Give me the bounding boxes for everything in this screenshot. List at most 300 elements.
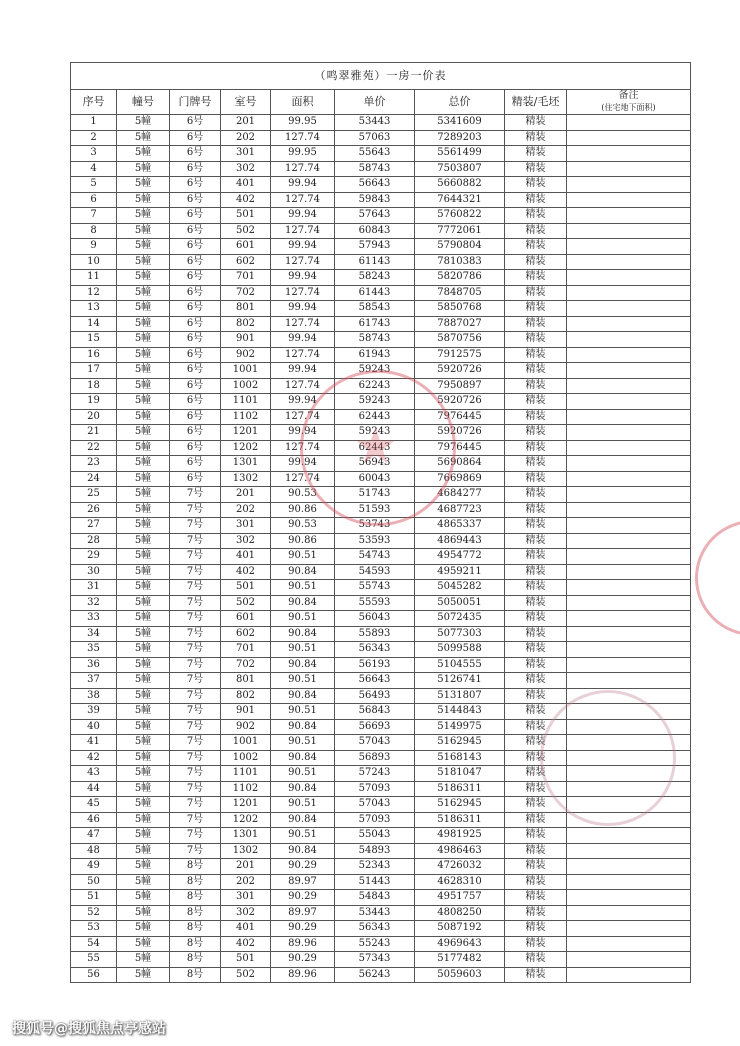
cell-decoration: 精装: [505, 332, 567, 348]
cell-no: 32: [71, 595, 117, 611]
cell-decoration: 精装: [505, 378, 567, 394]
cell-room: 601: [221, 239, 271, 255]
cell-unit-price: 55893: [335, 626, 415, 642]
cell-area: 90.29: [271, 921, 335, 937]
table-row: [71, 595, 691, 611]
cell-room: 401: [221, 549, 271, 565]
cell-building: 5幢: [117, 285, 170, 301]
cell-no: 2: [71, 130, 117, 146]
cell-area: 127.74: [271, 316, 335, 332]
cell-decoration: 精装: [505, 611, 567, 627]
cell-room: 1202: [221, 812, 271, 828]
cell-area: 90.51: [271, 828, 335, 844]
cell-area: 90.84: [271, 750, 335, 766]
cell-total-price: 7976445: [415, 440, 505, 456]
cell-room: 1001: [221, 363, 271, 379]
cell-room: 802: [221, 688, 271, 704]
header-note-label: 备注: [618, 90, 639, 101]
cell-door: 7号: [170, 673, 221, 689]
cell-door: 6号: [170, 115, 221, 131]
cell-area: 127.74: [271, 192, 335, 208]
cell-room: 502: [221, 223, 271, 239]
table-row: [71, 688, 691, 704]
cell-unit-price: 51593: [335, 502, 415, 518]
cell-decoration: 精装: [505, 626, 567, 642]
cell-note: [567, 363, 691, 379]
cell-area: 90.51: [271, 642, 335, 658]
cell-building: 5幢: [117, 626, 170, 642]
cell-unit-price: 55743: [335, 580, 415, 596]
cell-unit-price: 55593: [335, 595, 415, 611]
cell-unit-price: 57243: [335, 766, 415, 782]
cell-door: 6号: [170, 270, 221, 286]
cell-total-price: 4954772: [415, 549, 505, 565]
cell-area: 127.74: [271, 471, 335, 487]
cell-no: 53: [71, 921, 117, 937]
cell-total-price: 5341609: [415, 115, 505, 131]
cell-room: 1002: [221, 750, 271, 766]
cell-area: 90.51: [271, 580, 335, 596]
cell-no: 47: [71, 828, 117, 844]
cell-room: 601: [221, 611, 271, 627]
cell-no: 26: [71, 502, 117, 518]
cell-door: 7号: [170, 781, 221, 797]
cell-area: 90.84: [271, 843, 335, 859]
cell-area: 90.53: [271, 518, 335, 534]
cell-no: 3: [71, 146, 117, 162]
cell-building: 5幢: [117, 905, 170, 921]
cell-decoration: 精装: [505, 487, 567, 503]
table-row: [71, 673, 691, 689]
cell-room: 1301: [221, 456, 271, 472]
cell-decoration: 精装: [505, 146, 567, 162]
cell-decoration: 精装: [505, 828, 567, 844]
cell-building: 5幢: [117, 518, 170, 534]
cell-total-price: 5181047: [415, 766, 505, 782]
cell-building: 5幢: [117, 409, 170, 425]
price-table: [70, 62, 691, 983]
cell-room: 802: [221, 316, 271, 332]
cell-door: 6号: [170, 130, 221, 146]
cell-room: 801: [221, 301, 271, 317]
cell-unit-price: 54893: [335, 843, 415, 859]
cell-room: 1101: [221, 766, 271, 782]
table-row: [71, 766, 691, 782]
cell-room: 801: [221, 673, 271, 689]
cell-total-price: 5920726: [415, 394, 505, 410]
cell-building: 5幢: [117, 487, 170, 503]
cell-unit-price: 57643: [335, 208, 415, 224]
table-row: [71, 626, 691, 642]
cell-building: 5幢: [117, 239, 170, 255]
cell-area: 127.74: [271, 347, 335, 363]
header-no: 序号: [71, 90, 117, 115]
table-row: [71, 859, 691, 875]
cell-no: 5: [71, 177, 117, 193]
header-unit-price: 单价: [335, 90, 415, 115]
cell-door: 8号: [170, 967, 221, 983]
cell-area: 90.84: [271, 781, 335, 797]
cell-total-price: 5104555: [415, 657, 505, 673]
cell-unit-price: 57043: [335, 735, 415, 751]
cell-building: 5幢: [117, 378, 170, 394]
cell-door: 8号: [170, 952, 221, 968]
cell-note: [567, 874, 691, 890]
cell-building: 5幢: [117, 115, 170, 131]
cell-door: 7号: [170, 797, 221, 813]
cell-decoration: 精装: [505, 812, 567, 828]
cell-decoration: 精装: [505, 735, 567, 751]
cell-room: 502: [221, 967, 271, 983]
table-row: [71, 425, 691, 441]
cell-door: 7号: [170, 642, 221, 658]
cell-total-price: 7950897: [415, 378, 505, 394]
cell-note: [567, 115, 691, 131]
table-row: [71, 115, 691, 131]
cell-door: 7号: [170, 502, 221, 518]
cell-room: 701: [221, 642, 271, 658]
cell-door: 8号: [170, 921, 221, 937]
cell-room: 202: [221, 874, 271, 890]
cell-area: 99.94: [271, 394, 335, 410]
cell-note: [567, 502, 691, 518]
cell-room: 1001: [221, 735, 271, 751]
cell-decoration: 精装: [505, 874, 567, 890]
cell-note: [567, 657, 691, 673]
cell-door: 7号: [170, 719, 221, 735]
cell-decoration: 精装: [505, 270, 567, 286]
cell-building: 5幢: [117, 130, 170, 146]
cell-note: [567, 285, 691, 301]
cell-area: 99.94: [271, 177, 335, 193]
cell-unit-price: 57063: [335, 130, 415, 146]
cell-decoration: 精装: [505, 518, 567, 534]
cell-no: 34: [71, 626, 117, 642]
table-row: [71, 750, 691, 766]
cell-total-price: 5149975: [415, 719, 505, 735]
cell-total-price: 5920726: [415, 425, 505, 441]
cell-room: 1201: [221, 797, 271, 813]
cell-decoration: 精装: [505, 239, 567, 255]
cell-unit-price: 58543: [335, 301, 415, 317]
cell-building: 5幢: [117, 456, 170, 472]
cell-door: 7号: [170, 766, 221, 782]
cell-unit-price: 54593: [335, 564, 415, 580]
cell-unit-price: 57343: [335, 952, 415, 968]
cell-door: 7号: [170, 549, 221, 565]
cell-unit-price: 56643: [335, 177, 415, 193]
cell-area: 99.94: [271, 301, 335, 317]
cell-note: [567, 332, 691, 348]
cell-total-price: 5690864: [415, 456, 505, 472]
cell-note: [567, 146, 691, 162]
table-row: [71, 967, 691, 983]
cell-total-price: 7887027: [415, 316, 505, 332]
cell-note: [567, 316, 691, 332]
cell-room: 902: [221, 719, 271, 735]
cell-unit-price: 57943: [335, 239, 415, 255]
cell-note: [567, 812, 691, 828]
header-area: 面积: [271, 90, 335, 115]
cell-total-price: 5162945: [415, 735, 505, 751]
cell-no: 13: [71, 301, 117, 317]
cell-building: 5幢: [117, 208, 170, 224]
cell-decoration: 精装: [505, 549, 567, 565]
cell-total-price: 5177482: [415, 952, 505, 968]
cell-unit-price: 61943: [335, 347, 415, 363]
cell-building: 5幢: [117, 270, 170, 286]
cell-no: 33: [71, 611, 117, 627]
cell-area: 99.95: [271, 115, 335, 131]
cell-room: 1302: [221, 471, 271, 487]
table-row: [71, 332, 691, 348]
cell-area: 90.51: [271, 735, 335, 751]
cell-decoration: 精装: [505, 161, 567, 177]
cell-building: 5幢: [117, 843, 170, 859]
cell-building: 5幢: [117, 595, 170, 611]
cell-door: 8号: [170, 890, 221, 906]
cell-decoration: 精装: [505, 363, 567, 379]
cell-area: 90.84: [271, 688, 335, 704]
cell-decoration: 精装: [505, 316, 567, 332]
cell-total-price: 7669869: [415, 471, 505, 487]
cell-room: 902: [221, 347, 271, 363]
cell-total-price: 5920726: [415, 363, 505, 379]
table-row: [71, 518, 691, 534]
cell-door: 6号: [170, 378, 221, 394]
cell-decoration: 精装: [505, 456, 567, 472]
cell-no: 4: [71, 161, 117, 177]
cell-door: 6号: [170, 301, 221, 317]
table-row: [71, 146, 691, 162]
cell-total-price: 5870756: [415, 332, 505, 348]
cell-room: 502: [221, 595, 271, 611]
header-room: 室号: [221, 90, 271, 115]
cell-area: 89.96: [271, 967, 335, 983]
cell-unit-price: 52343: [335, 859, 415, 875]
table-row: [71, 549, 691, 565]
cell-building: 5幢: [117, 146, 170, 162]
cell-building: 5幢: [117, 735, 170, 751]
cell-total-price: 5077303: [415, 626, 505, 642]
cell-door: 7号: [170, 518, 221, 534]
cell-door: 6号: [170, 332, 221, 348]
cell-decoration: 精装: [505, 766, 567, 782]
cell-building: 5幢: [117, 564, 170, 580]
cell-area: 99.94: [271, 208, 335, 224]
table-row: [71, 952, 691, 968]
cell-room: 202: [221, 502, 271, 518]
cell-door: 6号: [170, 440, 221, 456]
cell-total-price: 5760822: [415, 208, 505, 224]
cell-unit-price: 55643: [335, 146, 415, 162]
cell-unit-price: 58743: [335, 161, 415, 177]
table-row: [71, 564, 691, 580]
cell-room: 1302: [221, 843, 271, 859]
cell-decoration: 精装: [505, 905, 567, 921]
cell-room: 202: [221, 130, 271, 146]
cell-decoration: 精装: [505, 208, 567, 224]
cell-room: 401: [221, 177, 271, 193]
cell-note: [567, 301, 691, 317]
cell-area: 127.74: [271, 285, 335, 301]
cell-door: 6号: [170, 347, 221, 363]
cell-unit-price: 60843: [335, 223, 415, 239]
cell-no: 1: [71, 115, 117, 131]
table-row: [71, 161, 691, 177]
cell-note: [567, 967, 691, 983]
table-row: [71, 270, 691, 286]
cell-area: 127.74: [271, 130, 335, 146]
table-row: [71, 394, 691, 410]
table-row: [71, 301, 691, 317]
cell-door: 6号: [170, 146, 221, 162]
table-row: [71, 642, 691, 658]
cell-no: 6: [71, 192, 117, 208]
cell-note: [567, 518, 691, 534]
cell-note: [567, 735, 691, 751]
cell-total-price: 5126741: [415, 673, 505, 689]
cell-no: 8: [71, 223, 117, 239]
table-row: [71, 812, 691, 828]
cell-no: 31: [71, 580, 117, 596]
cell-no: 40: [71, 719, 117, 735]
cell-room: 201: [221, 487, 271, 503]
cell-no: 23: [71, 456, 117, 472]
cell-unit-price: 56693: [335, 719, 415, 735]
cell-total-price: 5162945: [415, 797, 505, 813]
cell-area: 90.51: [271, 704, 335, 720]
cell-door: 7号: [170, 812, 221, 828]
table-body: [71, 115, 691, 983]
cell-total-price: 7289203: [415, 130, 505, 146]
cell-unit-price: 62243: [335, 378, 415, 394]
cell-unit-price: 56243: [335, 967, 415, 983]
cell-note: [567, 642, 691, 658]
cell-area: 99.94: [271, 456, 335, 472]
cell-total-price: 7772061: [415, 223, 505, 239]
cell-total-price: 4981925: [415, 828, 505, 844]
cell-note: [567, 595, 691, 611]
cell-note: [567, 471, 691, 487]
cell-total-price: 7912575: [415, 347, 505, 363]
cell-unit-price: 62443: [335, 440, 415, 456]
cell-area: 127.74: [271, 161, 335, 177]
cell-area: 127.74: [271, 378, 335, 394]
cell-note: [567, 394, 691, 410]
cell-building: 5幢: [117, 533, 170, 549]
table-row: [71, 363, 691, 379]
cell-building: 5幢: [117, 332, 170, 348]
cell-room: 301: [221, 518, 271, 534]
source-watermark: 搜狐号@搜狐焦点亭感站: [12, 1021, 166, 1037]
cell-room: 402: [221, 564, 271, 580]
cell-building: 5幢: [117, 580, 170, 596]
cell-room: 201: [221, 115, 271, 131]
cell-decoration: 精装: [505, 254, 567, 270]
cell-door: 6号: [170, 456, 221, 472]
cell-door: 7号: [170, 580, 221, 596]
cell-building: 5幢: [117, 936, 170, 952]
table-row: [71, 719, 691, 735]
cell-building: 5幢: [117, 301, 170, 317]
table-row: [71, 440, 691, 456]
table-row: [71, 533, 691, 549]
cell-area: 90.84: [271, 812, 335, 828]
cell-note: [567, 487, 691, 503]
cell-area: 99.94: [271, 239, 335, 255]
cell-room: 402: [221, 936, 271, 952]
table-row: [71, 611, 691, 627]
table-row: [71, 223, 691, 239]
cell-room: 1101: [221, 394, 271, 410]
cell-unit-price: 60043: [335, 471, 415, 487]
cell-door: 7号: [170, 487, 221, 503]
cell-area: 90.51: [271, 611, 335, 627]
cell-total-price: 5087192: [415, 921, 505, 937]
cell-room: 1102: [221, 409, 271, 425]
cell-building: 5幢: [117, 828, 170, 844]
cell-area: 127.74: [271, 223, 335, 239]
cell-no: 28: [71, 533, 117, 549]
cell-no: 46: [71, 812, 117, 828]
cell-area: 127.74: [271, 440, 335, 456]
cell-building: 5幢: [117, 766, 170, 782]
cell-area: 99.94: [271, 332, 335, 348]
cell-no: 39: [71, 704, 117, 720]
cell-room: 302: [221, 161, 271, 177]
cell-decoration: 精装: [505, 502, 567, 518]
cell-building: 5幢: [117, 874, 170, 890]
cell-building: 5幢: [117, 688, 170, 704]
cell-room: 901: [221, 704, 271, 720]
table-row: [71, 843, 691, 859]
cell-total-price: 5186311: [415, 781, 505, 797]
cell-total-price: 4959211: [415, 564, 505, 580]
cell-door: 7号: [170, 657, 221, 673]
cell-no: 50: [71, 874, 117, 890]
cell-note: [567, 905, 691, 921]
cell-door: 6号: [170, 254, 221, 270]
cell-room: 1201: [221, 425, 271, 441]
cell-total-price: 5059603: [415, 967, 505, 983]
cell-area: 99.94: [271, 363, 335, 379]
cell-note: [567, 704, 691, 720]
cell-decoration: 精装: [505, 440, 567, 456]
cell-note: [567, 192, 691, 208]
cell-building: 5幢: [117, 440, 170, 456]
cell-unit-price: 56493: [335, 688, 415, 704]
cell-decoration: 精装: [505, 781, 567, 797]
cell-building: 5幢: [117, 363, 170, 379]
cell-no: 17: [71, 363, 117, 379]
cell-door: 7号: [170, 704, 221, 720]
cell-decoration: 精装: [505, 301, 567, 317]
cell-no: 29: [71, 549, 117, 565]
cell-note: [567, 936, 691, 952]
cell-door: 6号: [170, 192, 221, 208]
cell-room: 301: [221, 890, 271, 906]
cell-no: 35: [71, 642, 117, 658]
cell-note: [567, 688, 691, 704]
cell-no: 24: [71, 471, 117, 487]
cell-building: 5幢: [117, 921, 170, 937]
cell-room: 602: [221, 254, 271, 270]
cell-unit-price: 51743: [335, 487, 415, 503]
cell-note: [567, 130, 691, 146]
cell-total-price: 4969643: [415, 936, 505, 952]
cell-unit-price: 54743: [335, 549, 415, 565]
